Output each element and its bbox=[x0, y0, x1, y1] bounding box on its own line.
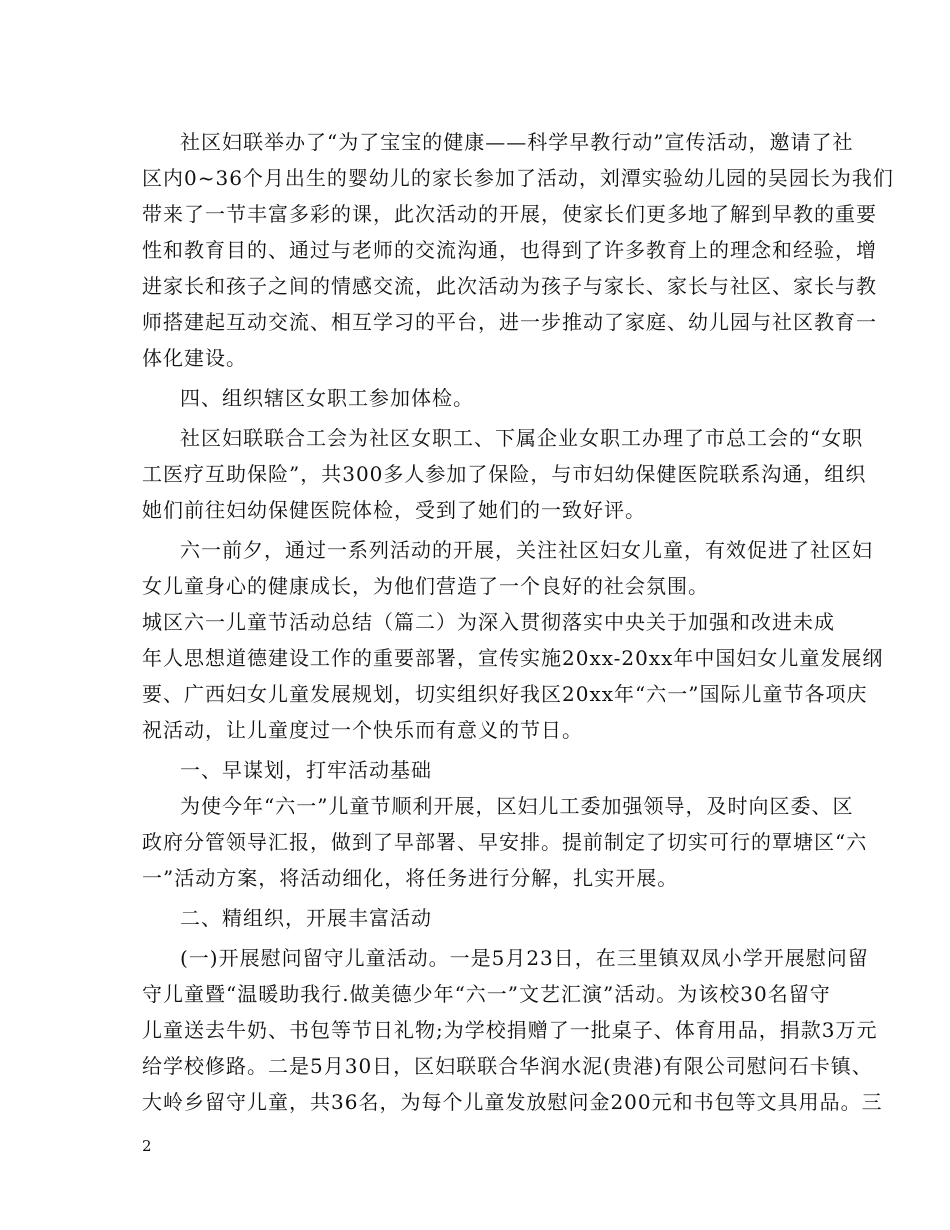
text-line: 六一前夕，通过一系列活动的开展，关注社区妇女儿童，有效促进了社区妇 bbox=[180, 538, 873, 562]
text-line: 女儿童身心的健康成长，为他们营造了一个良好的社会氛围。 bbox=[142, 574, 709, 598]
text-line: 区内0~36个月出生的婴幼儿的家长参加了活动，刘潭实验幼儿园的吴园长为我们 bbox=[142, 166, 894, 190]
text-line: 性和教育目的、通过与老师的交流沟通，也得到了许多教育上的理念和经验，增 bbox=[142, 238, 877, 262]
text-line: 工医疗互助保险”，共300多人参加了保险，与市妇幼保健医院联系沟通，组织 bbox=[142, 462, 867, 486]
text-line: 体化建设。 bbox=[142, 346, 247, 370]
text-line: 社区妇联举办了“为了宝宝的健康——科学早教行动”宣传活动，邀请了社 bbox=[180, 130, 854, 154]
text-line: 进家长和孩子之间的情感交流，此次活动为孩子与家长、家长与社区、家长与教 bbox=[142, 274, 877, 298]
text-line: 她们前往妇幼保健医院体检，受到了她们的一致好评。 bbox=[142, 498, 646, 522]
text-line: 守儿童暨“温暖助我行.做美德少年“六一”文艺汇演”活动。为该校30名留守 bbox=[142, 982, 831, 1006]
text-line: 给学校修路。二是5月30日，区妇联联合华润水泥(贵港)有限公司慰问石卡镇、 bbox=[142, 1054, 873, 1078]
section-heading: 二、精组织，开展丰富活动 bbox=[180, 906, 432, 930]
text-line: 要、广西妇女儿童发展规划，切实组织好我区20xx年“六一”国际儿童节各项庆 bbox=[142, 682, 868, 706]
text-line: 一”活动方案，将活动细化，将任务进行分解，扎实开展。 bbox=[142, 866, 679, 890]
text-line: 师搭建起互动交流、相互学习的平台，进一步推动了家庭、幼儿园与社区教育一 bbox=[142, 310, 877, 334]
text-line: 大岭乡留守儿童，共36名，为每个儿童发放慰问金200元和书包等文具用品。三 bbox=[142, 1090, 883, 1114]
text-line: 带来了一节丰富多彩的课，此次活动的开展，使家长们更多地了解到早教的重要 bbox=[142, 202, 877, 226]
text-line: 政府分管领导汇报，做到了早部署、早安排。提前制定了切实可行的覃塘区“六 bbox=[142, 830, 868, 854]
page-number: 2 bbox=[142, 1137, 152, 1155]
section-heading: 一、早谋划，打牢活动基础 bbox=[180, 758, 432, 782]
text-line: 儿童送去牛奶、书包等节日礼物;为学校捐赠了一批桌子、体育用品，捐款3万元 bbox=[142, 1018, 878, 1042]
text-line: 为使今年“六一”儿童节顺利开展，区妇儿工委加强领导，及时向区委、区 bbox=[180, 794, 854, 818]
text-line: 祝活动，让儿童度过一个快乐而有意义的节日。 bbox=[142, 718, 583, 742]
text-line: (一)开展慰问留守儿童活动。一是5月23日，在三里镇双凤小学开展慰问留 bbox=[180, 946, 869, 970]
text-line: 社区妇联联合工会为社区女职工、下属企业女职工办理了市总工会的“女职 bbox=[180, 426, 864, 450]
section-title-line: 城区六一儿童节活动总结（篇二） 为深入贯彻落实中央关于加强和改进未成 bbox=[0, 604, 950, 640]
section-heading: 四、组织辖区女职工参加体检。 bbox=[180, 386, 474, 410]
section-title: 城区六一儿童节活动总结（篇二） bbox=[142, 610, 457, 634]
text-line: 年人思想道德建设工作的重要部署，宣传实施20xx-20xx年中国妇女儿童发展纲 bbox=[142, 646, 884, 670]
